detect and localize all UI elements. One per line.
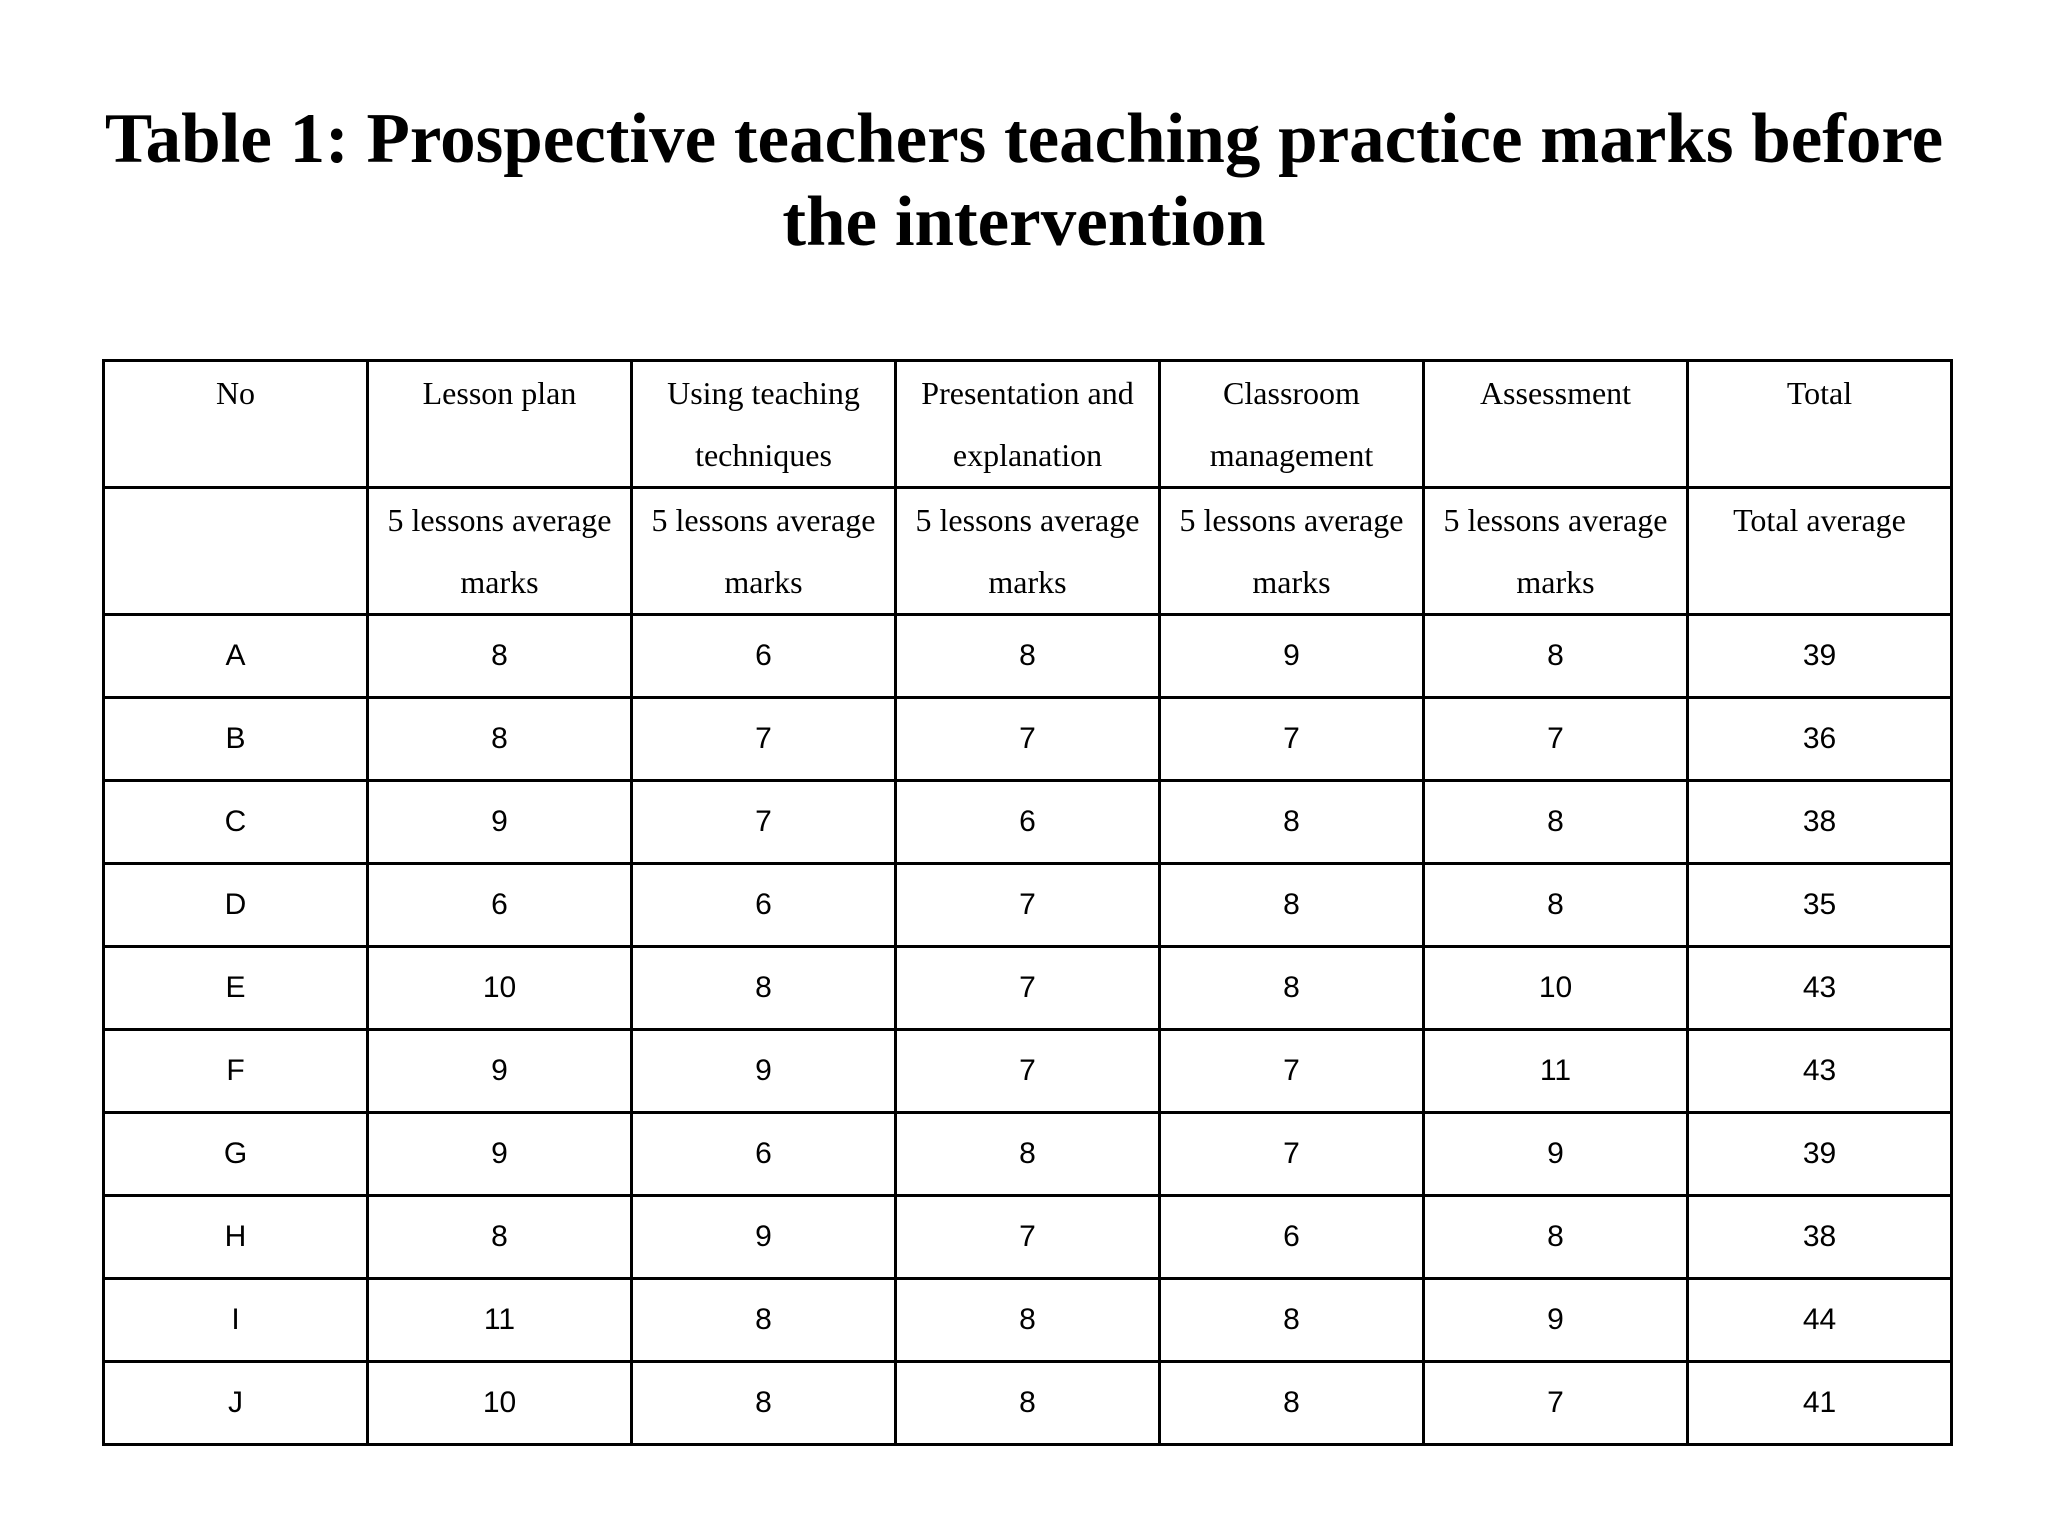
- cell-teaching-techniques: 8: [632, 947, 896, 1030]
- cell-no: C: [104, 781, 368, 864]
- subheader-cell-classroom-management: 5 lessons average marks: [1160, 488, 1424, 615]
- cell-no: A: [104, 615, 368, 698]
- cell-lesson-plan: 8: [368, 1196, 632, 1279]
- cell-lesson-plan: 8: [368, 698, 632, 781]
- header-cell-no: No: [104, 361, 368, 488]
- cell-presentation: 7: [896, 1196, 1160, 1279]
- cell-assessment: 7: [1424, 698, 1688, 781]
- cell-total: 41: [1688, 1362, 1952, 1445]
- cell-total: 43: [1688, 947, 1952, 1030]
- cell-lesson-plan: 8: [368, 615, 632, 698]
- cell-classroom-management: 8: [1160, 1362, 1424, 1445]
- cell-lesson-plan: 9: [368, 1113, 632, 1196]
- subheader-cell-presentation: 5 lessons average marks: [896, 488, 1160, 615]
- cell-no: B: [104, 698, 368, 781]
- cell-presentation: 7: [896, 1030, 1160, 1113]
- cell-no: H: [104, 1196, 368, 1279]
- subheader-row: [104, 488, 1952, 615]
- cell-classroom-management: 7: [1160, 1030, 1424, 1113]
- cell-assessment: 8: [1424, 1196, 1688, 1279]
- cell-no: F: [104, 1030, 368, 1113]
- cell-total: 39: [1688, 615, 1952, 698]
- cell-no: I: [104, 1279, 368, 1362]
- cell-total: 44: [1688, 1279, 1952, 1362]
- table-row: [104, 1113, 1952, 1196]
- cell-total: 36: [1688, 698, 1952, 781]
- subheader-cell-no: [104, 488, 368, 615]
- cell-teaching-techniques: 6: [632, 615, 896, 698]
- table-row: [104, 947, 1952, 1030]
- cell-assessment: 9: [1424, 1279, 1688, 1362]
- cell-lesson-plan: 9: [368, 781, 632, 864]
- cell-lesson-plan: 9: [368, 1030, 632, 1113]
- cell-classroom-management: 8: [1160, 947, 1424, 1030]
- table-row: [104, 1196, 1952, 1279]
- table-row: [104, 698, 1952, 781]
- cell-assessment: 8: [1424, 781, 1688, 864]
- cell-classroom-management: 7: [1160, 698, 1424, 781]
- cell-assessment: 8: [1424, 615, 1688, 698]
- table-body: [104, 615, 1952, 1445]
- cell-no: E: [104, 947, 368, 1030]
- subheader-cell-lesson-plan: 5 lessons average marks: [368, 488, 632, 615]
- header-cell-lesson-plan: Lesson plan: [368, 361, 632, 488]
- cell-presentation: 6: [896, 781, 1160, 864]
- cell-no: D: [104, 864, 368, 947]
- cell-no: G: [104, 1113, 368, 1196]
- cell-no: J: [104, 1362, 368, 1445]
- table-row: [104, 864, 1952, 947]
- cell-lesson-plan: 10: [368, 947, 632, 1030]
- cell-assessment: 9: [1424, 1113, 1688, 1196]
- cell-total: 43: [1688, 1030, 1952, 1113]
- cell-teaching-techniques: 7: [632, 781, 896, 864]
- cell-presentation: 7: [896, 947, 1160, 1030]
- subheader-cell-teaching-techniques: 5 lessons average marks: [632, 488, 896, 615]
- cell-teaching-techniques: 6: [632, 1113, 896, 1196]
- title-line-1: Table 1: Prospective teachers teaching practice marks before: [104, 100, 1944, 178]
- table-row: [104, 615, 1952, 698]
- cell-teaching-techniques: 8: [632, 1362, 896, 1445]
- header-cell-assessment: Assessment: [1424, 361, 1688, 488]
- cell-teaching-techniques: 9: [632, 1030, 896, 1113]
- title-line-2: the intervention: [782, 183, 1266, 261]
- table-row: [104, 1279, 1952, 1362]
- cell-presentation: 7: [896, 698, 1160, 781]
- cell-classroom-management: 8: [1160, 864, 1424, 947]
- table-row: [104, 781, 1952, 864]
- cell-total: 38: [1688, 1196, 1952, 1279]
- header-cell-presentation: Presentation and explanation: [896, 361, 1160, 488]
- table-row: [104, 1030, 1952, 1113]
- cell-lesson-plan: 10: [368, 1362, 632, 1445]
- header-cell-total: Total: [1688, 361, 1952, 488]
- cell-lesson-plan: 11: [368, 1279, 632, 1362]
- cell-presentation: 8: [896, 1362, 1160, 1445]
- cell-total: 38: [1688, 781, 1952, 864]
- cell-classroom-management: 8: [1160, 1279, 1424, 1362]
- subheader-cell-total: Total average: [1688, 488, 1952, 615]
- cell-presentation: 7: [896, 864, 1160, 947]
- header-cell-teaching-techniques: Using teaching techniques: [632, 361, 896, 488]
- marks-table: [102, 359, 1953, 1446]
- cell-classroom-management: 7: [1160, 1113, 1424, 1196]
- table-row: [104, 1362, 1952, 1445]
- cell-teaching-techniques: 6: [632, 864, 896, 947]
- page-title: [100, 98, 1948, 264]
- cell-teaching-techniques: 7: [632, 698, 896, 781]
- cell-assessment: 11: [1424, 1030, 1688, 1113]
- cell-total: 35: [1688, 864, 1952, 947]
- cell-classroom-management: 9: [1160, 615, 1424, 698]
- cell-presentation: 8: [896, 615, 1160, 698]
- cell-classroom-management: 6: [1160, 1196, 1424, 1279]
- cell-assessment: 8: [1424, 864, 1688, 947]
- cell-classroom-management: 8: [1160, 781, 1424, 864]
- cell-lesson-plan: 6: [368, 864, 632, 947]
- subheader-cell-assessment: 5 lessons average marks: [1424, 488, 1688, 615]
- cell-teaching-techniques: 9: [632, 1196, 896, 1279]
- cell-total: 39: [1688, 1113, 1952, 1196]
- cell-assessment: 10: [1424, 947, 1688, 1030]
- cell-assessment: 7: [1424, 1362, 1688, 1445]
- header-row: [104, 361, 1952, 488]
- cell-presentation: 8: [896, 1113, 1160, 1196]
- cell-teaching-techniques: 8: [632, 1279, 896, 1362]
- cell-presentation: 8: [896, 1279, 1160, 1362]
- header-cell-classroom-management: Classroom management: [1160, 361, 1424, 488]
